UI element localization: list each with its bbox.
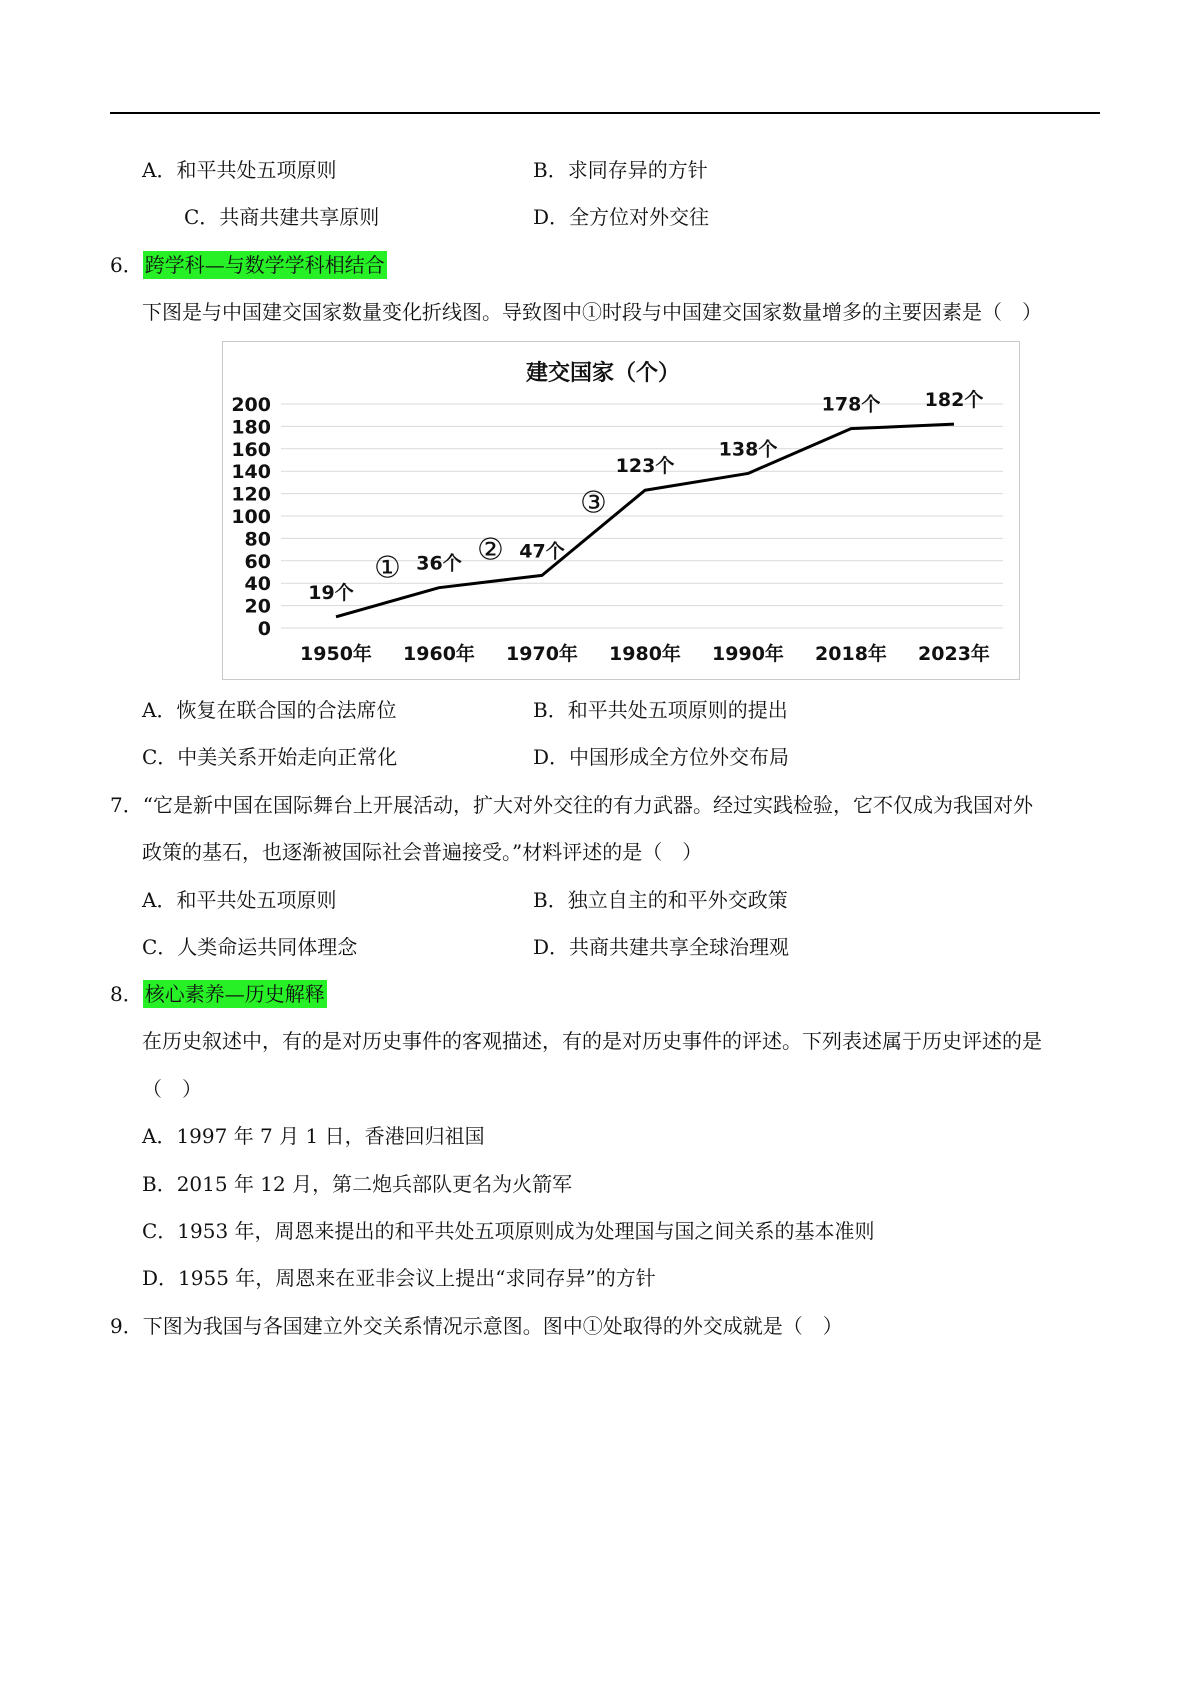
q7-stem-text: “它是新中国在国际舞台上开展活动，扩大对外交往的有力武器。经过实践检验，它不仅成为我国对外 — [142, 793, 1033, 817]
data-label-5: 178个 — [821, 393, 881, 416]
y-tick-label-0: 0 — [257, 618, 271, 640]
x-tick-label-5: 2018年 — [815, 643, 887, 665]
x-tick-label-3: 1980年 — [609, 643, 681, 665]
q7-stem-line1 — [110, 791, 1033, 819]
q8-stem-line1: 在历史叙述中，有的是对历史事件的客观描述，有的是对历史事件的评述。下列表述属于历史评述的是 — [142, 1029, 1042, 1053]
q9-stem — [110, 1312, 843, 1340]
y-tick-label-80: 80 — [244, 528, 271, 551]
x-tick-label-4: 1990年 — [712, 643, 784, 665]
y-tick-label-160: 160 — [231, 438, 271, 461]
q5-option-d[interactable]: D．全方位对外交往 — [533, 205, 710, 229]
q6-option-d[interactable]: D．中国形成全方位外交布局 — [533, 745, 790, 769]
period-marker-2: ② — [477, 532, 504, 568]
period-marker-3: ③ — [580, 485, 607, 521]
q6-option-b[interactable]: B．和平共处五项原则的提出 — [533, 698, 788, 722]
data-label-2: 47个 — [519, 540, 565, 563]
q7-option-a[interactable]: A．和平共处五项原则 — [142, 888, 337, 912]
data-label-6: 182个 — [924, 389, 984, 412]
y-tick-label-140: 140 — [231, 461, 271, 484]
q9-stem-text: 下图为我国与各国建立外交关系情况示意图。图中①处取得的外交成就是（ ） — [142, 1314, 843, 1338]
data-label-1: 36个 — [416, 552, 462, 575]
q7-number: 7． — [110, 793, 143, 817]
q6-number: 6． — [110, 253, 143, 277]
y-tick-layer — [231, 394, 271, 640]
y-tick-label-60: 60 — [244, 550, 271, 573]
diplomatic-relations-chart — [222, 341, 1020, 680]
q8-option-c[interactable]: C．1953 年，周恩来提出的和平共处五项原则成为处理国与国之间关系的基本准则 — [142, 1219, 875, 1243]
q8-tag: 核心素养—历史解释 — [144, 982, 325, 1006]
q6-tag: 跨学科—与数学学科相结合 — [144, 253, 385, 277]
data-label-4: 138个 — [718, 438, 778, 461]
annotation-layer — [374, 486, 607, 586]
q5-option-b[interactable]: B．求同存异的方针 — [533, 158, 708, 182]
q6-option-a[interactable]: A．恢复在联合国的合法席位 — [142, 698, 397, 722]
q7-option-c[interactable]: C．人类命运共同体理念 — [142, 935, 358, 959]
grid-layer — [281, 404, 1003, 628]
x-tick-label-1: 1960年 — [403, 643, 475, 665]
x-tick-layer — [300, 642, 990, 665]
q8-header — [110, 980, 327, 1008]
y-tick-label-180: 180 — [231, 416, 271, 439]
q8-option-d[interactable]: D．1955 年，周恩来在亚非会议上提出“求同存异”的方针 — [142, 1266, 656, 1290]
q9-number: 9． — [110, 1314, 143, 1338]
data-label-layer — [308, 388, 983, 604]
data-label-3: 123个 — [615, 455, 675, 478]
period-marker-1: ① — [374, 550, 401, 586]
q7-option-d[interactable]: D．共商共建共享全球治理观 — [533, 935, 790, 959]
q5-option-a[interactable]: A．和平共处五项原则 — [142, 158, 337, 182]
q8-option-a[interactable]: A．1997 年 7 月 1 日，香港回归祖国 — [142, 1124, 485, 1148]
y-tick-label-200: 200 — [231, 394, 271, 416]
series-line — [336, 424, 954, 617]
chart-title: 建交国家（个） — [525, 361, 681, 386]
header-rule — [110, 112, 1100, 114]
q7-stem-line2: 政策的基石，也逐渐被国际社会普遍接受。”材料评述的是（ ） — [142, 840, 703, 864]
y-tick-label-20: 20 — [244, 595, 271, 618]
x-tick-label-6: 2023年 — [918, 643, 990, 665]
q8-stem-line2: （ ） — [142, 1077, 202, 1101]
q5-option-c[interactable]: C．共商共建共享原则 — [184, 205, 380, 229]
q8-option-b[interactable]: B．2015 年 12 月，第二炮兵部队更名为火箭军 — [142, 1172, 573, 1196]
y-tick-label-40: 40 — [244, 573, 271, 596]
data-label-0: 19个 — [308, 581, 354, 604]
y-tick-label-100: 100 — [231, 506, 271, 528]
q6-stem: 下图是与中国建交国家数量变化折线图。导致图中①时段与中国建交国家数量增多的主要因素是（ ） — [142, 300, 1042, 324]
q8-number: 8． — [110, 982, 143, 1006]
x-tick-label-2: 1970年 — [506, 643, 578, 665]
q7-option-b[interactable]: B．独立自主的和平外交政策 — [533, 888, 788, 912]
y-tick-label-120: 120 — [231, 483, 271, 506]
q6-option-c[interactable]: C．中美关系开始走向正常化 — [142, 745, 398, 769]
x-tick-label-0: 1950年 — [300, 643, 372, 665]
line-chart-svg — [223, 342, 1019, 679]
q6-header — [110, 251, 387, 279]
